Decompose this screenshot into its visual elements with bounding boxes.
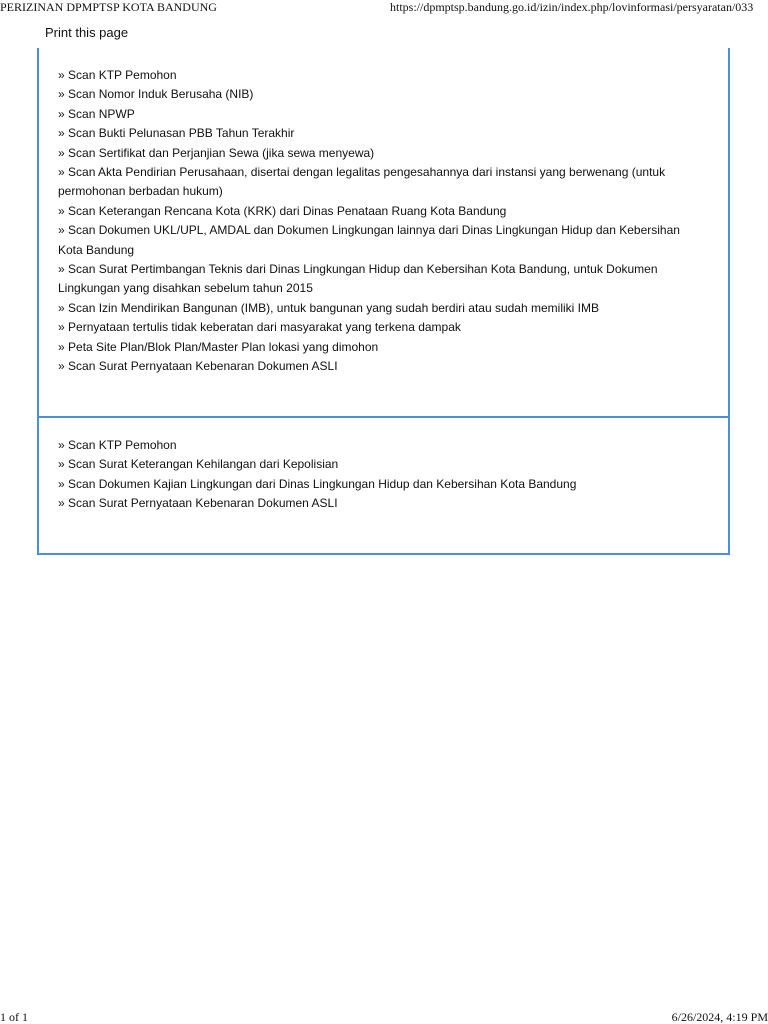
requirement-item: » Pernyataan tertulis tidak keberatan dari masyarakat yang terkena dampak (58, 318, 706, 337)
requirement-item: » Scan Dokumen Kajian Lingkungan dari Dinas Lingkungan Hidup dan Kebersihan Kota Bandung (58, 475, 706, 494)
requirements-list-2 (39, 416, 728, 514)
requirements-panel-2 (37, 416, 730, 555)
requirement-item: » Scan Surat Pernyataan Kebenaran Dokumen ASLI (58, 494, 706, 513)
requirement-item: » Scan Sertifikat dan Perjanjian Sewa (jika sewa menyewa) (58, 144, 706, 163)
requirement-item: » Scan Surat Pernyataan Kebenaran Dokumen ASLI (58, 357, 706, 376)
print-page-link[interactable]: Print this page (45, 25, 129, 40)
print-footer (0, 1009, 768, 1024)
requirement-item: » Scan NPWP (58, 105, 706, 124)
requirement-item: » Scan Bukti Pelunasan PBB Tahun Terakhir (58, 124, 706, 143)
requirement-item: » Peta Site Plan/Blok Plan/Master Plan lokasi yang dimohon (58, 338, 706, 357)
print-header (0, 0, 768, 16)
requirement-item: » Scan Surat Pertimbangan Teknis dari Dinas Lingkungan Hidup dan Kebersihan Kota Bandung, untuk Dokumen Lingkungan yang disahkan sebelum tahun 2015 (58, 260, 706, 299)
requirement-item: » Scan Keterangan Rencana Kota (KRK) dari Dinas Penataan Ruang Kota Bandung (58, 202, 706, 221)
requirements-panel-1 (37, 48, 730, 418)
requirement-item: » Scan KTP Pemohon (58, 436, 706, 455)
requirement-item: » Scan Dokumen UKL/UPL, AMDAL dan Dokumen Lingkungan lainnya dari Dinas Lingkungan Hidup dan Kebersihan Kota Bandung (58, 221, 706, 260)
requirement-item: » Scan KTP Pemohon (58, 66, 706, 85)
print-date: 6/26/2024, 4:19 PM (671, 1010, 768, 1024)
requirement-item: » Scan Akta Pendirian Perusahaan, disertai dengan legalitas pengesahannya dari instansi yang berwenang (untuk permohonan berbadan hukum) (58, 163, 706, 202)
requirement-item: » Scan Nomor Induk Berusaha (NIB) (58, 85, 706, 104)
document-title: PERIZINAN DPMPTSP KOTA BANDUNG (0, 0, 217, 14)
page-count: 1 of 1 (0, 1010, 28, 1024)
requirements-list-1 (39, 48, 728, 377)
requirement-item: » Scan Izin Mendirikan Bangunan (IMB), untuk bangunan yang sudah berdiri atau sudah memiliki IMB (58, 299, 706, 318)
requirement-item: » Scan Surat Keterangan Kehilangan dari Kepolisian (58, 455, 706, 474)
page-url: https://dpmptsp.bandung.go.id/izin/index.php/lovinformasi/persyaratan/033 (390, 0, 754, 14)
